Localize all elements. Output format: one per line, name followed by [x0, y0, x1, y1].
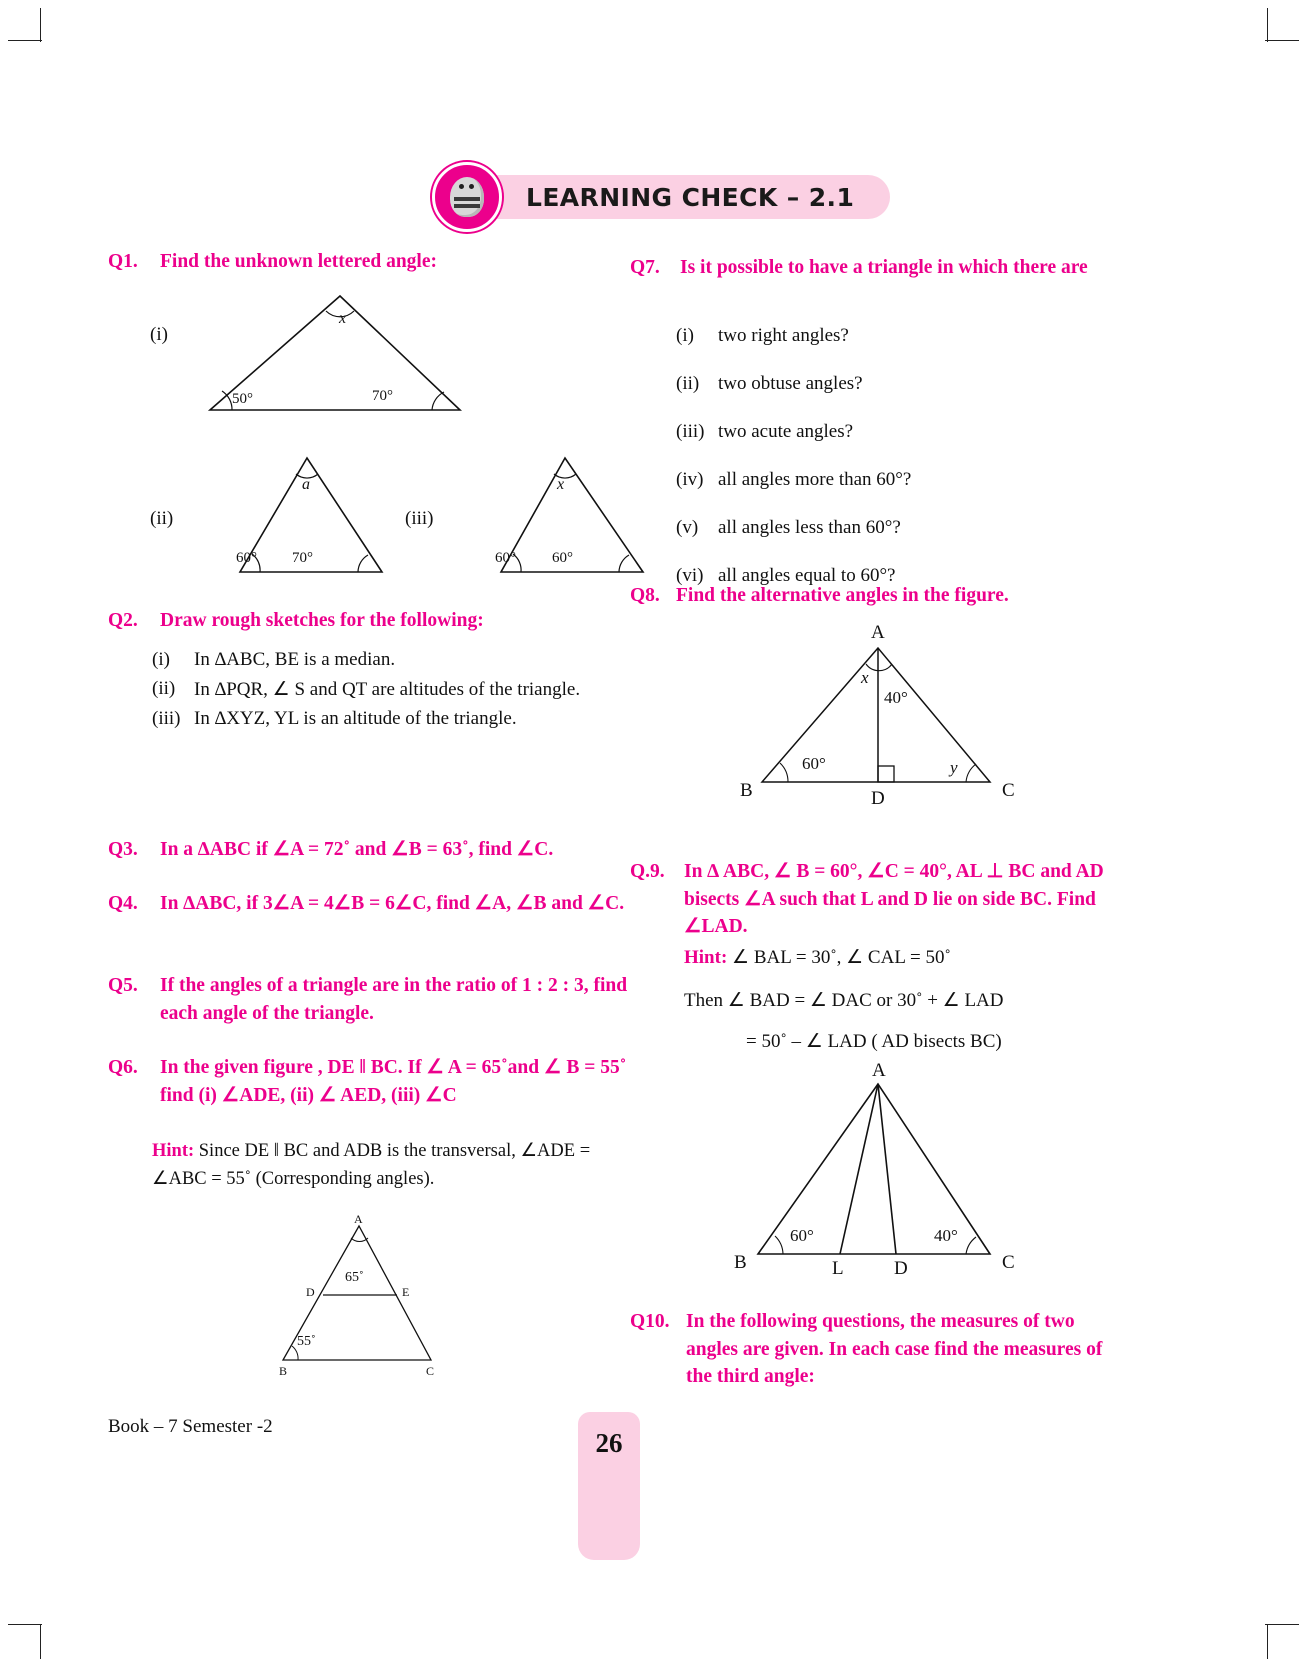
q7-item-ii: [676, 373, 1126, 395]
crop-mark: [1265, 1624, 1299, 1625]
q1-item-ii-mark: (ii): [150, 508, 174, 529]
q1-item-ii-angle-2: 70°: [292, 550, 313, 566]
page-title: LEARNING CHECK – 2.1: [526, 182, 855, 212]
q9-hint-line3: = 50˚ – ∠ LAD ( AD bisects BC): [746, 1031, 1002, 1052]
q6-hint-label: Hint:: [152, 1141, 195, 1161]
q7-number: Q7.: [630, 257, 660, 278]
q6-angle-a: 65˚: [345, 1270, 364, 1285]
question-q1: [108, 248, 628, 276]
q1-item-iii-angle-1: 60°: [495, 550, 516, 566]
q7-item-iii: [676, 421, 1126, 443]
q7-text: Is it possible to have a triangle in which there are: [680, 257, 1088, 278]
q9-text: In ∆ ABC, ∠ B = 60°, ∠C = 40°, AL ⊥ BC and AD bisects ∠A such that L and D lie on side BC. Find ∠LAD.: [684, 861, 1104, 938]
q7-item-v-text: all angles less than 60°?: [718, 517, 901, 538]
q9-vertex-d: D: [894, 1258, 908, 1279]
q2-item-i-mark: (i): [152, 648, 170, 670]
q9-hint-line1: [684, 946, 1124, 969]
q6-hint-text: Since DE ǁ BC and ADB is the transversal, ∠ADE = ∠ABC = 55˚ (Corresponding angles).: [152, 1141, 591, 1189]
q9-angle-b: 60°: [790, 1226, 814, 1245]
q1-item-iii-mark: (iii): [405, 508, 434, 529]
header-pill: [474, 175, 890, 219]
q7-item-iv: [676, 469, 1126, 491]
q8-number: Q8.: [630, 585, 660, 606]
q7-item-iii-mark: (iii): [676, 421, 705, 442]
q6-hint: [152, 1138, 622, 1194]
q7-item-i-mark: (i): [676, 325, 694, 346]
q6-number: Q6.: [108, 1057, 138, 1078]
q6-vertex-b: B: [279, 1364, 288, 1378]
question-q2: [108, 607, 628, 737]
question-q6: [108, 1054, 636, 1109]
question-q3: [108, 836, 628, 864]
q6-vertex-c: C: [426, 1364, 435, 1378]
q1-figure-i: [150, 288, 570, 428]
q10-text: In the following questions, the measures of two angles are given. In each case find the measures of the third angle:: [686, 1311, 1103, 1388]
q9-hint-text: ∠ BAL = 30˚, ∠ CAL = 50˚: [732, 947, 951, 968]
q7-item-iii-text: two acute angles?: [718, 421, 854, 442]
learning-check-header: [432, 162, 890, 232]
q4-text: In ∆ABC, if 3∠A = 4∠B = 6∠C, find ∠A, ∠B and ∠C.: [160, 893, 625, 914]
q8-figure: [740, 620, 1060, 820]
q6-vertex-e: E: [402, 1285, 410, 1299]
q7-item-ii-mark: (ii): [676, 373, 700, 394]
q8-text: Find the alternative angles in the figure.: [676, 585, 1009, 606]
q1-item-i-unknown: x: [339, 310, 347, 327]
q2-text: Draw rough sketches for the following:: [160, 610, 484, 631]
question-q10: [630, 1308, 1130, 1391]
q6-triangle: [265, 1212, 475, 1387]
q5-text: If the angles of a triangle are in the ratio of 1 : 2 : 3, find each angle of the triangle.: [160, 975, 628, 1024]
q7-item-iv-mark: (iv): [676, 469, 704, 490]
q9-number: Q.9.: [630, 861, 665, 882]
q6-vertex-d: D: [306, 1285, 315, 1299]
q8-label-40: 40°: [884, 688, 908, 707]
q1-item-iii-angle-2: 60°: [552, 550, 573, 566]
q1-item-i-angle-1: 50°: [232, 391, 253, 407]
q8-vertex-d: D: [871, 788, 885, 809]
question-q8: [630, 582, 1130, 610]
q7-item-vi-mark: (vi): [676, 565, 704, 586]
crop-mark: [8, 40, 42, 41]
q9-vertex-a: A: [872, 1060, 886, 1081]
q9-hint-line2: Then ∠ BAD = ∠ DAC or 30˚ + ∠ LAD: [684, 990, 1004, 1011]
q7-item-i: [676, 325, 1126, 347]
q2-item-ii-text: In ∆PQR, ∠ S and QT are altitudes of the triangle.: [194, 678, 581, 700]
q6-text: In the given figure , DE ǁ BC. If ∠ A = 65˚and ∠ B = 55˚ find (i) ∠ADE, (ii) ∠ AED, (iii) ∠C: [160, 1057, 627, 1106]
q8-vertex-b: B: [740, 780, 753, 801]
q7-item-v: [676, 517, 1126, 539]
page-number: 26: [595, 1428, 623, 1458]
question-q9: [630, 858, 1130, 941]
question-q7: [630, 254, 1130, 282]
q7-item-v-mark: (v): [676, 517, 699, 538]
q2-item-i-text: In ∆ABC, BE is a median.: [194, 648, 396, 670]
q8-label-x: x: [861, 668, 869, 687]
q9-angle-c: 40°: [934, 1226, 958, 1245]
q8-vertex-a: A: [871, 622, 885, 643]
bee-icon: [432, 162, 502, 232]
crop-mark: [1265, 40, 1299, 41]
q1-item-ii-unknown: a: [302, 476, 310, 493]
crop-mark: [1267, 1625, 1268, 1659]
q1-item-ii-angle-1: 60°: [236, 550, 257, 566]
q9-hint: [684, 946, 1124, 1053]
q6-figure: [265, 1212, 485, 1392]
q2-item-ii-mark: (ii): [152, 677, 176, 699]
question-q5: [108, 972, 633, 1027]
q7-item-i-text: two right angles?: [718, 325, 849, 346]
q4-number: Q4.: [108, 893, 138, 914]
q6-angle-b: 55˚: [297, 1334, 316, 1349]
question-q4: [108, 890, 628, 918]
q8-triangle: [740, 620, 1040, 815]
q2-item-ii: [152, 678, 628, 701]
q3-number: Q3.: [108, 839, 138, 860]
q7-item-vi-text: all angles equal to 60°?: [718, 565, 896, 586]
q9-vertex-c: C: [1002, 1252, 1015, 1273]
q9-vertex-b: B: [734, 1252, 747, 1273]
q7-items: [676, 325, 1126, 587]
q1-item-i-angle-2: 70°: [372, 388, 393, 404]
q1-figure-iii: [405, 452, 655, 587]
crop-mark: [8, 1624, 42, 1625]
crop-mark: [1267, 8, 1268, 42]
q5-number: Q5.: [108, 975, 138, 996]
q8-label-60: 60°: [802, 754, 826, 773]
q2-item-iii-text: In ∆XYZ, YL is an altitude of the triangle.: [194, 707, 517, 729]
q8-label-y: y: [950, 758, 958, 777]
q9-triangle: [728, 1068, 1028, 1283]
q1-text: Find the unknown lettered angle:: [160, 251, 437, 272]
q1-figure-ii: [150, 452, 400, 587]
q2-number: Q2.: [108, 610, 138, 631]
q3-text: In a ∆ABC if ∠A = 72˚ and ∠B = 63˚, find ∠C.: [160, 839, 554, 860]
q7-item-iv-text: all angles more than 60°?: [718, 469, 912, 490]
q8-vertex-c: C: [1002, 780, 1015, 801]
left-column: [108, 248, 628, 280]
q2-item-iii: [152, 708, 628, 730]
q9-hint-label: Hint:: [684, 947, 728, 968]
q1-item-i-mark: (i): [150, 324, 168, 345]
q6-vertex-a: A: [354, 1212, 363, 1226]
q2-item-i: [152, 649, 628, 671]
crop-mark: [40, 1625, 41, 1659]
footer-book-info: Book – 7 Semester -2: [108, 1416, 273, 1437]
crop-mark: [40, 8, 41, 42]
q7-item-ii-text: two obtuse angles?: [718, 373, 863, 394]
q10-number: Q10.: [630, 1311, 670, 1332]
q1-item-iii-unknown: x: [557, 476, 565, 493]
q1-number: Q1.: [108, 251, 138, 272]
q2-item-iii-mark: (iii): [152, 707, 181, 729]
q9-figure: [728, 1060, 1048, 1288]
q9-vertex-l: L: [832, 1258, 844, 1279]
